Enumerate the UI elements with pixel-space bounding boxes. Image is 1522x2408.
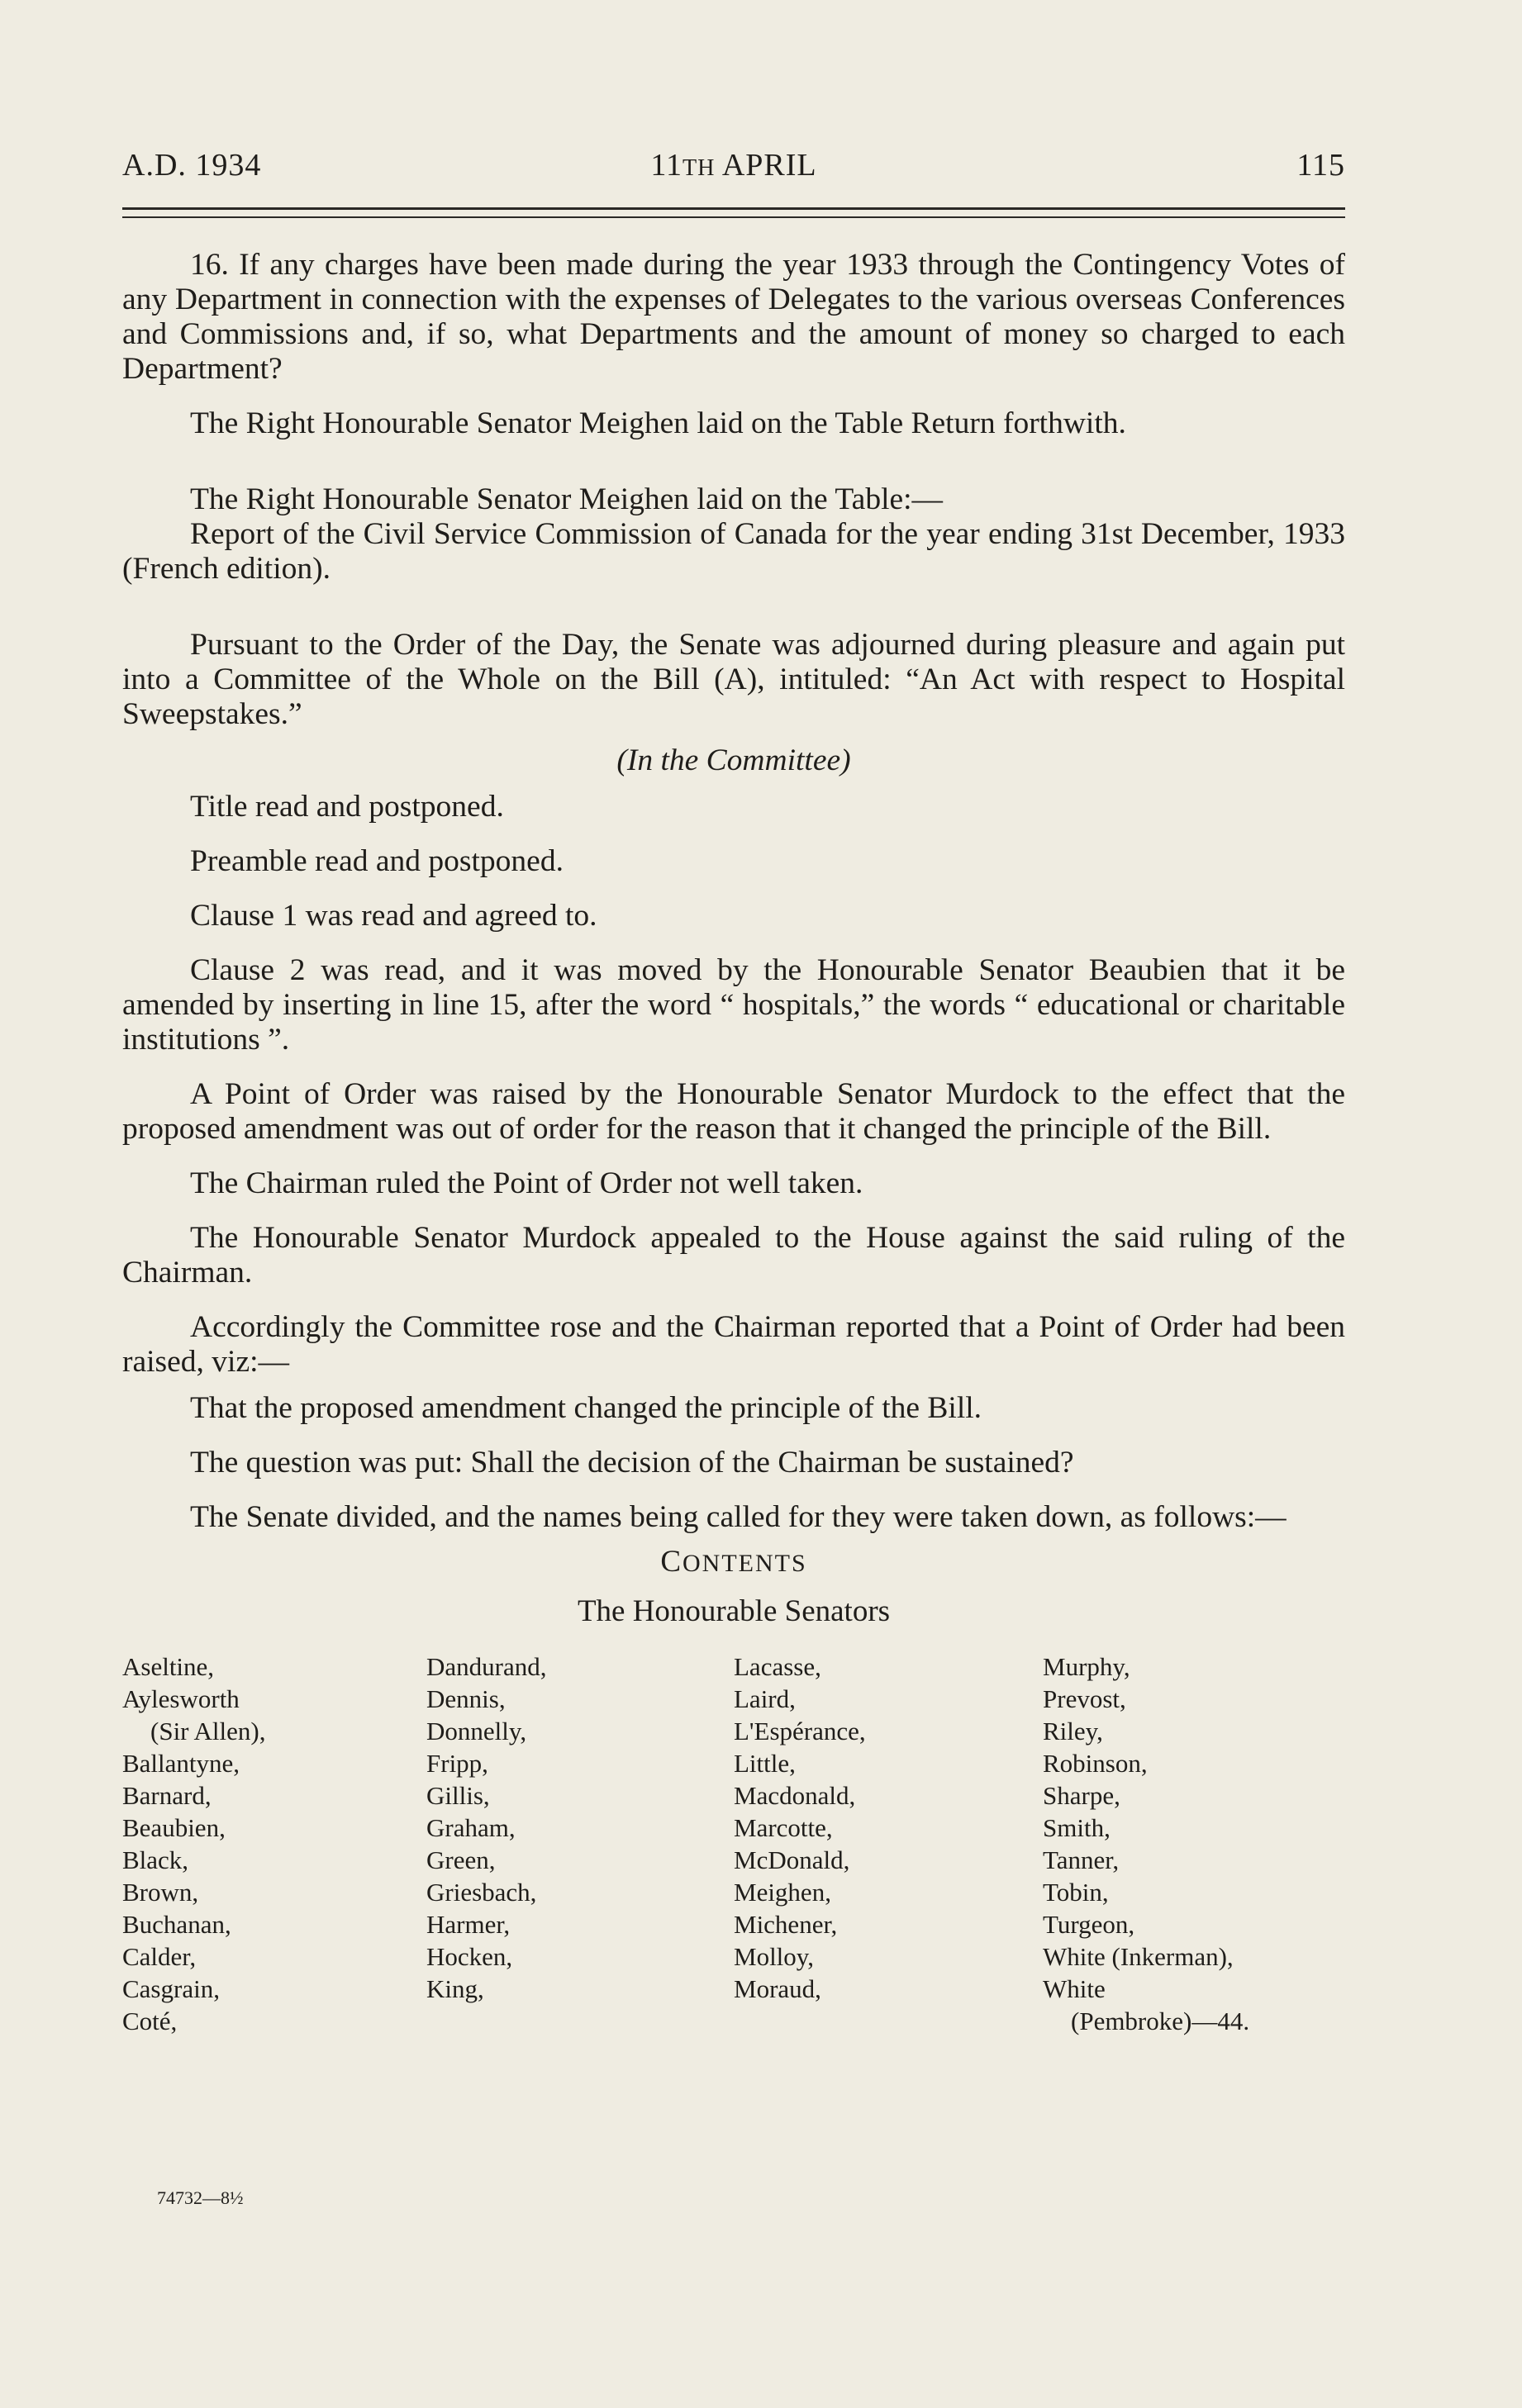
senator-name-continued: (Pembroke)—44. [1071,2007,1250,2035]
senator-name-continued: (Sir Allen), [150,1717,266,1745]
senator-name: Aylesworth [122,1684,240,1713]
senator-name: Graham, [426,1813,516,1842]
names-column-2 [426,1650,724,2005]
names-column-1 [122,1650,420,2037]
page-number: 115 [1296,148,1345,183]
senator-name: Dennis, [426,1684,506,1713]
division-paragraph: The Senate divided, and the names being called for they were taken down, as follows:— [190,1500,1287,1534]
clause1-paragraph: Clause 1 was read and agreed to. [190,899,597,933]
question-put-paragraph: The question was put: Shall the decision of the Chairman be sustained? [190,1446,1074,1479]
preamble-paragraph: Preamble read and postponed. [190,844,564,878]
senator-name: Dandurand, [426,1652,547,1681]
senator-name: Sharpe, [1043,1781,1120,1810]
senator-names [122,1650,1345,2035]
senator-name: Meighen, [734,1878,831,1907]
senator-name: Gillis, [426,1781,490,1810]
header-date [122,147,1345,183]
senator-name: Murphy, [1043,1652,1130,1681]
senator-name: White (Inkerman), [1043,1942,1234,1971]
names-column-4 [1043,1650,1340,2037]
committee-heading: (In the Committee) [616,743,851,777]
question-16: 16. If any charges have been made during the year 1933 through the Contingency Votes of any Department in connection with the expenses of Delegates to the various overseas Conferences and Commissions and, if so, what Departments and the amount of money so charged to each Department? [122,248,1345,386]
report-paragraph: Report of the Civil Service Commission of Canada for the year ending 31st December, 1933 (French edition). [122,517,1345,586]
senator-name: Riley, [1043,1717,1103,1745]
pursuant-paragraph: Pursuant to the Order of the Day, the Senate was adjourned during pleasure and again put into a Committee of the Whole on the Bill (A), intituled: “An Act with respect to Hospital Sweepstakes.” [122,628,1345,731]
ruling-paragraph: The Chairman ruled the Point of Order not well taken. [190,1166,863,1200]
point-of-order-paragraph: A Point of Order was raised by the Honourable Senator Murdock to the effect that the proposed amendment was out of order for the reason that it changed the principle of the Bill. [122,1077,1345,1146]
senator-name: Smith, [1043,1813,1111,1842]
return-paragraph: The Right Honourable Senator Meighen laid on the Table Return forthwith. [190,406,1126,440]
senator-name: Coté, [122,2007,178,2035]
senator-name: Brown, [122,1878,199,1907]
clause2-paragraph: Clause 2 was read, and it was moved by the Honourable Senator Beaubien that it be amended by inserting in line 15, after the word “ hospitals,” the words “ educational or charitable institutions ”. [122,953,1345,1057]
senator-name: Michener, [734,1910,838,1939]
senator-name: Fripp, [426,1749,488,1778]
senator-name: Donnelly, [426,1717,527,1745]
senator-name: Molloy, [734,1942,815,1971]
senator-name: White [1043,1974,1106,2003]
senator-name: Beaubien, [122,1813,226,1842]
header-rule-bottom [122,216,1345,218]
amendment-principle-paragraph: That the proposed amendment changed the principle of the Bill. [190,1391,982,1425]
header-year: A.D. 1934 [122,148,262,183]
printer-signature: 74732—8½ [157,2187,244,2208]
senator-name: Black, [122,1845,189,1874]
senator-name: Robinson, [1043,1749,1148,1778]
senator-name: Turgeon, [1043,1910,1135,1939]
senator-name: Laird, [734,1684,796,1713]
contents-heading-initial: C [660,1545,683,1579]
senator-name: Casgrain, [122,1974,220,2003]
senator-name: Moraud, [734,1974,821,2003]
page-body [122,248,1345,2035]
senator-name: Little, [734,1749,796,1778]
senator-name: Lacasse, [734,1652,821,1681]
contents-heading-rest: ONTENTS [683,1550,807,1577]
senator-name: McDonald, [734,1845,850,1874]
senator-name: Buchanan, [122,1910,231,1939]
contents-heading [122,1545,1345,1581]
accordingly-paragraph: Accordingly the Committee rose and the Chairman reported that a Point of Order had been raised, viz:— [122,1310,1345,1379]
senator-name: Barnard, [122,1781,212,1810]
header-date-suffix: TH [682,155,716,181]
header-date-month: APRIL [721,148,817,183]
senator-name: Griesbach, [426,1878,537,1907]
header-date-day: 11 [650,148,683,183]
senator-name: Tanner, [1043,1845,1120,1874]
senator-name: Tobin, [1043,1878,1109,1907]
laid-on-table: The Right Honourable Senator Meighen laid on the Table:— [190,482,944,516]
senator-name: Macdonald, [734,1781,856,1810]
appeal-paragraph: The Honourable Senator Murdock appealed to the House against the said ruling of the Chairman. [122,1221,1345,1289]
names-column-3 [734,1650,1031,2005]
senator-name: Green, [426,1845,496,1874]
running-header [122,147,1345,193]
senator-name: Aseltine, [122,1652,215,1681]
senator-name: Harmer, [426,1910,511,1939]
header-rule-top [122,207,1345,210]
senator-name: Prevost, [1043,1684,1126,1713]
senators-heading: The Honourable Senators [577,1594,891,1628]
senator-name: L'Espérance, [734,1717,866,1745]
senator-name: Hocken, [426,1942,513,1971]
senator-name: King, [426,1974,484,2003]
senator-name: Marcotte, [734,1813,833,1842]
senator-name: Calder, [122,1942,197,1971]
senator-name: Ballantyne, [122,1749,240,1778]
title-paragraph: Title read and postponed. [190,790,504,824]
